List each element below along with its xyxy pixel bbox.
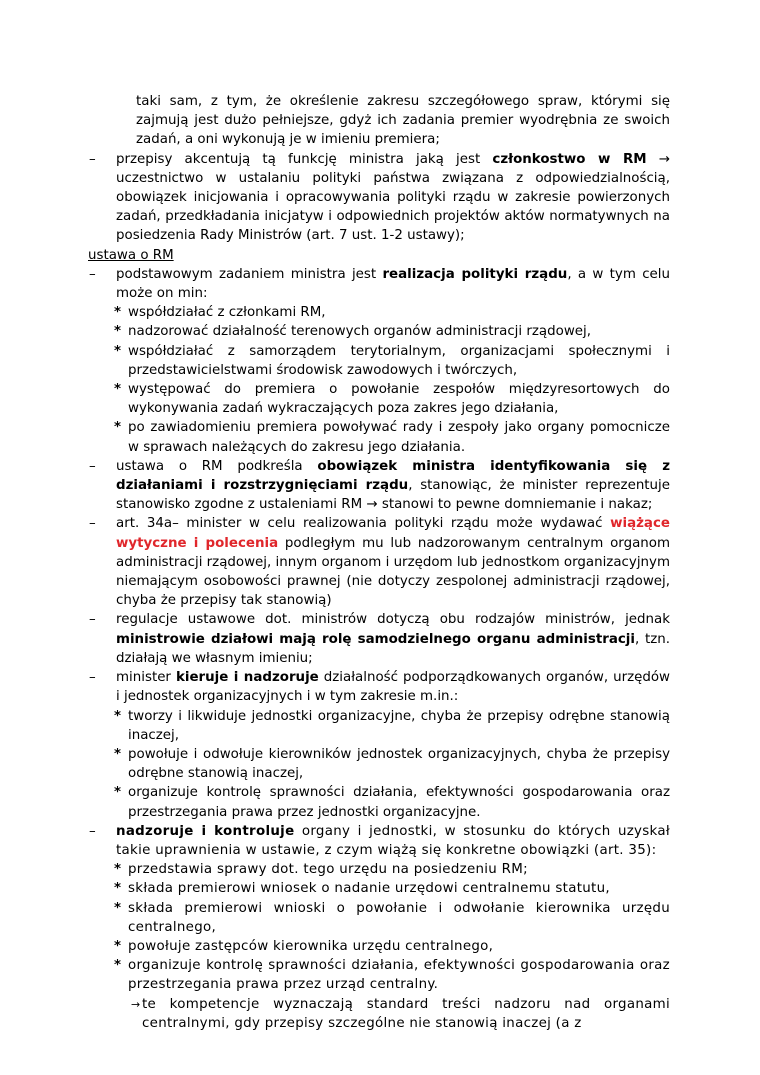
sub-list-item: * powołuje zastępców kierownika urzędu centralnego, xyxy=(88,937,670,956)
bullet-marker: * xyxy=(114,938,122,954)
list-item: – podstawowym zadaniem ministra jest realizacja polityki rządu, a w tym celu może on min: xyxy=(89,266,671,302)
sub-list-item: * organizuje kontrolę sprawności działania, efektywności gospodarowania oraz przestrzegania prawa przez urząd centralny. xyxy=(114,958,670,993)
bullet-marker: * xyxy=(114,958,122,974)
dash-marker: – xyxy=(89,516,96,532)
dash-marker: – xyxy=(89,151,96,167)
sub-list-item: * współdziałać z samorządem terytorialnym, organizacjami społecznymi i przedstawicielstwami środowisk zawodowych i twórczych, xyxy=(114,343,670,378)
bullet-marker: * xyxy=(114,900,122,916)
list-item: – przepisy akcentują tą funkcję ministra jaką jest członkostwo w RM → uczestnictwo w ustalaniu polityki państwa związana z odpowiedzialnością, obowiązek inicjowania i opracowywania polityki rządu w zakresie powierzonych zadań, przedkładania inicjatyw i odpowiednich projektów aktów normatywnych na posiedzenia Rady Ministrów (art. 7 ust. 1-2 ustawy); xyxy=(89,151,670,244)
list-item: – art. 34a– minister w celu realizowania polityki rządu może wydawać wiążące wytyczne i polecenia podległym mu lub nadzorowanym centralnym organom administracji rządowej, innym organom i urzędom lub jednostkom organizacyjnym niemającym osobowości prawnej (nie dotyczy zespolonej administracji rządowej, chyba że przepisy tak stanowią) xyxy=(89,516,670,609)
sub-list-item: * organizuje kontrolę sprawności działania, efektywności gospodarowania oraz przestrzegania prawa przez jednostki organizacyjne. xyxy=(114,785,670,820)
bullet-marker: * xyxy=(114,708,122,724)
sub-list-item: * nadzorować działalność terenowych organów administracji rządowej, xyxy=(88,322,670,341)
sub-list-item: * składa premierowi wnioski o powołanie i odwołanie kierownika urzędu centralnego, xyxy=(114,900,670,935)
bullet-marker: * xyxy=(114,382,122,398)
bullet-marker: * xyxy=(114,881,122,897)
dash-marker: – xyxy=(89,458,96,474)
list-item: – regulacje ustawowe dot. ministrów dotyczą obu rodzajów ministrów, jednak ministrowie działowi mają rolę samodzielnego organu administracji, tzn. działają we własnym imieniu; xyxy=(89,612,670,666)
bullet-marker: * xyxy=(114,324,122,340)
sub-list-item: * tworzy i likwiduje jednostki organizacyjne, chyba że przepisy odrębne stanowią inaczej, xyxy=(114,708,670,743)
dash-marker: – xyxy=(89,266,96,282)
bullet-marker: * xyxy=(114,305,122,321)
dash-marker: – xyxy=(89,670,96,686)
bullet-marker: * xyxy=(114,343,122,359)
sub-list-item: * współdziałać z członkami RM, xyxy=(88,303,670,322)
sub-list-item: * powołuje i odwołuje kierowników jednostek organizacyjnych, chyba że przepisy odrębne stanowią inaczej, xyxy=(114,746,670,782)
sub-list-item: * przedstawia sprawy dot. tego urzędu na posiedzeniu RM; xyxy=(88,860,670,879)
bullet-marker: * xyxy=(114,420,122,436)
list-item: – minister kieruje i nadzoruje działalność podporządkowanych organów, urzędów i jednostek organizacyjnych i w tym zakresie m.in.: xyxy=(89,670,670,705)
dash-marker: – xyxy=(89,823,96,839)
sub-list-item: * po zawiadomieniu premiera powoływać rady i zespoły jako organy pomocnicze w sprawach należących do zakresu jego działania. xyxy=(114,420,670,455)
document-page xyxy=(88,92,670,1033)
dash-marker: – xyxy=(89,612,96,628)
bullet-marker: * xyxy=(114,862,122,878)
sub-list-item: * składa premierowi wniosek o nadanie urzędowi centralnemu statutu, xyxy=(88,879,670,898)
bullet-marker: * xyxy=(114,746,122,762)
list-item: – ustawa o RM podkreśla obowiązek ministra identyfikowania się z działaniami i rozstrzygnięciami rządu, stanowiąc, że minister reprezentuje stanowisko zgodne z ustaleniami RM → stanowi to pewne domniemanie i nakaz; xyxy=(89,458,670,513)
continuation-paragraph: taki sam, z tym, że określenie zakresu szczegółowego spraw, którymi się zajmują jest dużo pełniejsze, gdyż ich zadania premier wyodrębnia ze swoich zadań, a oni wykonują je w imieniu premiera; xyxy=(136,94,670,148)
highlighted-term: wiążące wytyczne i polecenia xyxy=(116,516,670,551)
arrow-list-item: → te kompetencje wyznaczają standard treści nadzoru nad organami centralnymi, gdy przepisy szczególne nie stanowią inaczej (a z xyxy=(131,996,670,1031)
bullet-marker: * xyxy=(114,785,122,801)
arrow-marker: → xyxy=(131,997,141,1011)
sub-list-item: * występować do premiera o powołanie zespołów międzyresortowych do wykonywania zadań wykraczających poza zakres jego działania, xyxy=(114,382,670,417)
section-heading: ustawa o RM xyxy=(88,247,174,263)
list-item: – nadzoruje i kontroluje organy i jednostki, w stosunku do których uzyskał takie uprawnienia w ustawie, z czym wiążą się konkretne obowiązki (art. 35): xyxy=(89,823,670,858)
